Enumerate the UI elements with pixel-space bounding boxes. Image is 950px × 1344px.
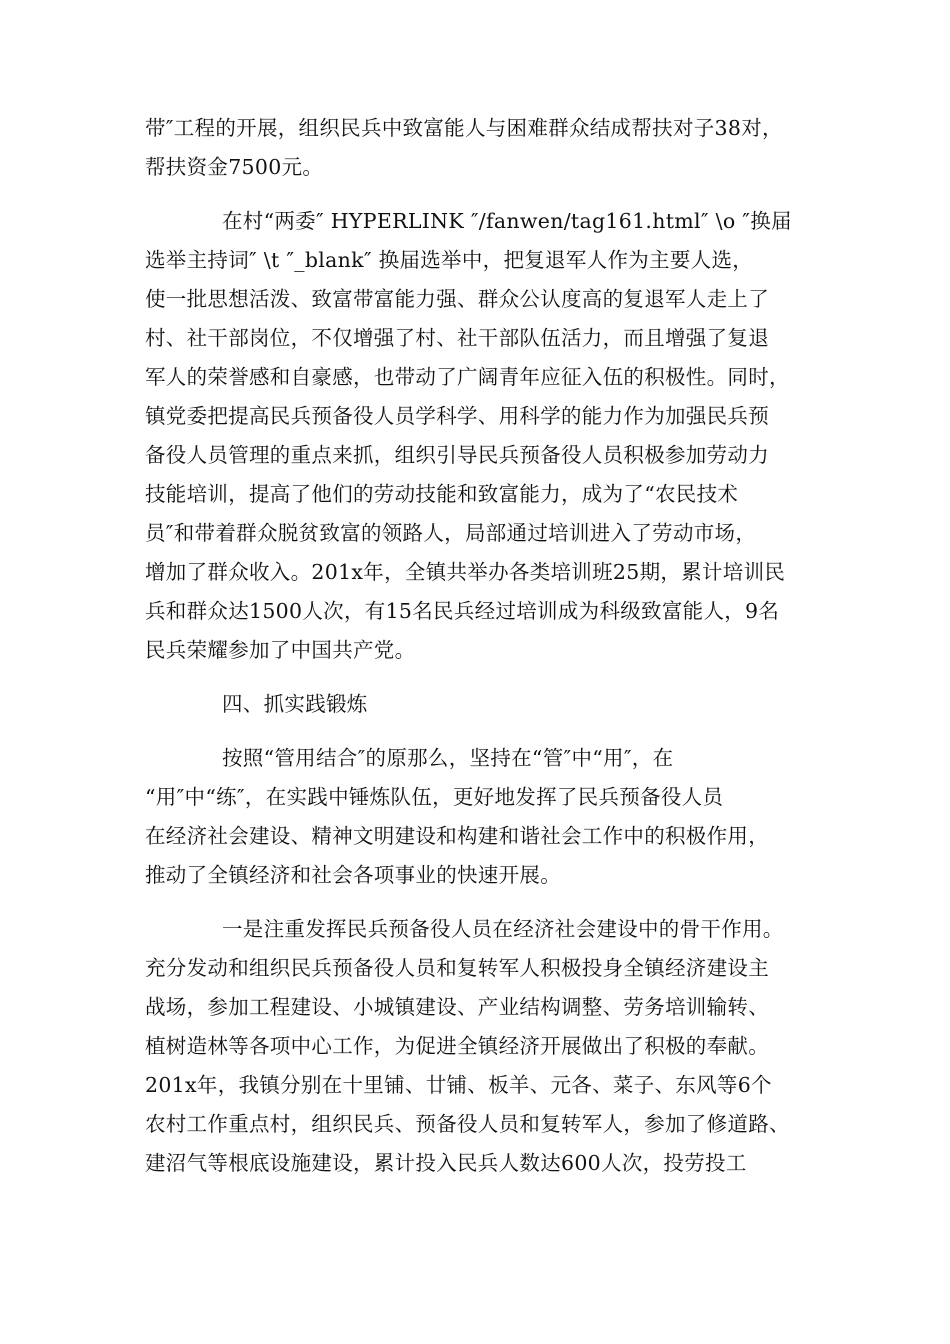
text-line: 使一批思想活泼、致富带富能力强、群众公认度高的复退军人走上了 [145,287,769,311]
text-line: 选举主持词″ \t ″_blank″ 换届选举中，把复退军人作为主要人选， [145,248,754,272]
text-line: 在村“两委″ HYPERLINK ″/fanwen/tag161.html″ \o ″换届 [222,209,792,233]
text-line: 一是注重发挥民兵预备役人员在经济社会建设中的骨干作用。 [222,917,784,941]
text-line: 村、社干部岗位，不仅增强了村、社干部队伍活力，而且增强了复退 [145,326,769,350]
text-line: 带″工程的开展，组织民兵中致富能人与困难群众结成帮扶对子38对， [145,116,783,140]
text-line: 备役人员管理的重点来抓，组织引导民兵预备役人员积极参加劳动力 [145,443,769,467]
section-heading: 四、抓实践锻炼 [222,692,368,716]
text-line: 推动了全镇经济和社会各项事业的快速开展。 [145,863,561,887]
text-line: 按照“管用结合″的原那么，坚持在“管″中“用″，在 [222,746,674,770]
text-line: “用″中“练″，在实践中锤炼队伍，更好地发挥了民兵预备役人员 [145,785,724,809]
text-line: 技能培训，提高了他们的劳动技能和致富能力，成为了“农民技术 [145,482,739,506]
text-line: 充分发动和组织民兵预备役人员和复转军人积极投身全镇经济建设主 [145,956,769,980]
text-line: 帮扶资金7500元。 [145,155,324,179]
text-line: 植树造林等各项中心工作，为促进全镇经济开展做出了积极的奉献。 [145,1034,769,1058]
text-line: 建沼气等根底设施建设，累计投入民兵人数达600人次，投劳投工 [145,1151,747,1175]
text-line: 增加了群众收入。201x年，全镇共举办各类培训班25期，累计培训民 [145,560,786,584]
text-line: 在经济社会建设、精神文明建设和构建和谐社会工作中的积极作用， [145,824,769,848]
text-line: 军人的荣誉感和自豪感，也带动了广阔青年应征入伍的积极性。同时， [145,365,790,389]
text-line: 兵和群众达1500人次，有15名民兵经过培训成为科级致富能人，9名 [145,599,780,623]
text-line: 员″和带着群众脱贫致富的领路人，局部通过培训进入了劳动市场， [145,521,757,545]
text-line: 农村工作重点村，组织民兵、预备役人员和复转军人，参加了修道路、 [145,1112,790,1136]
text-line: 镇党委把提高民兵预备役人员学科学、用科学的能力作为加强民兵预 [145,404,769,428]
text-line: 战场，参加工程建设、小城镇建设、产业结构调整、劳务培训输转、 [145,995,769,1019]
text-line: 201x年，我镇分别在十里铺、廿铺、板羊、元各、菜子、东风等6个 [145,1073,772,1097]
text-line: 民兵荣耀参加了中国共产党。 [145,638,416,662]
